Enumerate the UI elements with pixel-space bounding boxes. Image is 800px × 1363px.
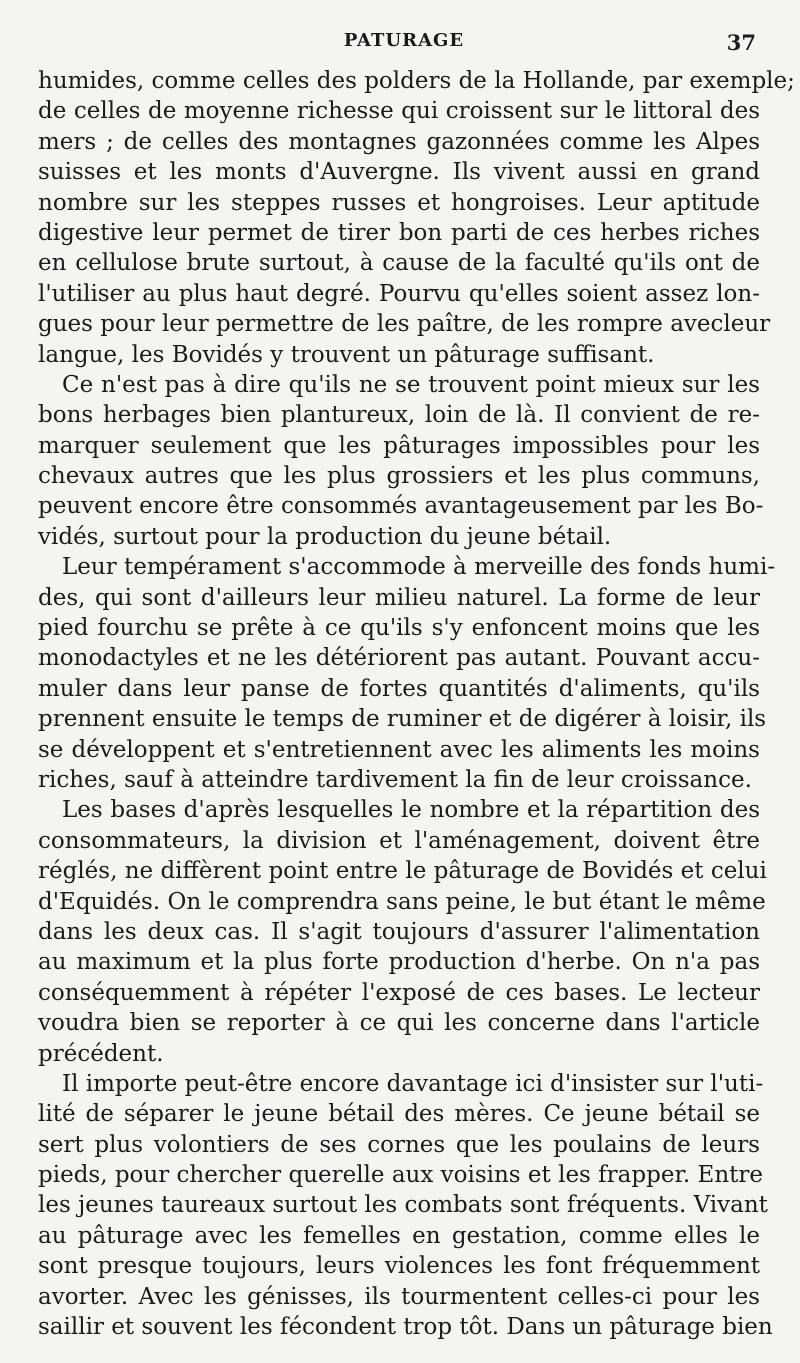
text-line: sert plus volontiers de ses cornes que les poulains de leurs [38, 1131, 760, 1158]
text-line: consommateurs, la division et l'aménagement, doivent être [38, 827, 760, 854]
running-header [38, 30, 770, 58]
text-line: digestive leur permet de tirer bon parti de ces herbes riches [38, 219, 760, 246]
text-line: se développent et s'entretiennent avec les aliments les moins [38, 736, 760, 763]
text-line: muler dans leur panse de fortes quantités d'aliments, qu'ils [38, 675, 760, 702]
text-line: voudra bien se reporter à ce qui les concerne dans l'article [38, 1010, 760, 1037]
text-line: saillir et souvent les fécondent trop tôt. Dans un pâturage bien [38, 1314, 773, 1341]
text-line: riches, sauf à atteindre tardivement la fin de leur croissance. [38, 766, 752, 793]
body-text [38, 66, 795, 1342]
text-line: conséquemment à répéter l'exposé de ces bases. Le lecteur [38, 979, 760, 1006]
text-line: peuvent encore être consommés avantageusement par les Bo- [38, 493, 764, 520]
text-line: nombre sur les steppes russes et hongroises. Leur aptitude [38, 189, 760, 216]
page-number: 37 [726, 30, 756, 55]
text-line: au maximum et la plus forte production d'herbe. On n'a pas [38, 949, 760, 976]
text-line: précédent. [38, 1040, 164, 1067]
text-line: Ce n'est pas à dire qu'ils ne se trouvent point mieux sur les [62, 371, 760, 398]
text-line: Les bases d'après lesquelles le nombre et la répartition des [62, 797, 760, 824]
text-line: réglés, ne diffèrent point entre le pâturage de Bovidés et celui [38, 858, 767, 885]
text-line: prennent ensuite le temps de ruminer et de digérer à loisir, ils [38, 706, 767, 733]
text-line: bons herbages bien plantureux, loin de là. Il convient de re- [38, 402, 760, 429]
text-line: les jeunes taureaux surtout les combats sont fréquents. Vivant [38, 1192, 768, 1219]
text-line: Il importe peut-être encore davantage ici d'insister sur l'uti- [62, 1070, 764, 1097]
text-line: de celles de moyenne richesse qui croissent sur le littoral des [38, 98, 760, 125]
text-line: vidés, surtout pour la production du jeune bétail. [38, 523, 612, 550]
running-title: PATURAGE [343, 30, 465, 51]
text-line: avorter. Avec les génisses, ils tourmentent celles-ci pour les [38, 1283, 760, 1310]
text-line: des, qui sont d'ailleurs leur milieu naturel. La forme de leur [38, 584, 760, 611]
text-line: Leur tempérament s'accommode à merveille des fonds humi- [62, 554, 776, 581]
text-line: mers ; de celles des montagnes gazonnées comme les Alpes [38, 128, 760, 155]
text-line: chevaux autres que les plus grossiers et les plus communs, [38, 463, 760, 490]
text-line: langue, les Bovidés y trouvent un pâturage suffisant. [38, 341, 655, 368]
text-line: marquer seulement que les pâturages impossibles pour les [38, 432, 760, 459]
text-line: suisses et les monts d'Auvergne. Ils vivent aussi en grand [38, 159, 760, 186]
text-line: en cellulose brute surtout, à cause de la faculté qu'ils ont de [38, 250, 760, 277]
text-line: d'Equidés. On le comprendra sans peine, le but étant le même [38, 888, 766, 915]
text-line: au pâturage avec les femelles en gestation, comme elles le [38, 1222, 760, 1249]
text-line: sont presque toujours, leurs violences les font fréquemment [38, 1253, 760, 1280]
text-line: humides, comme celles des polders de la Hollande, par exemple; [38, 68, 795, 94]
text-line: pieds, pour chercher querelle aux voisins et les frapper. Entre [38, 1162, 763, 1189]
text-line: monodactyles et ne les détériorent pas autant. Pouvant accu- [38, 645, 760, 672]
text-line: gues pour leur permettre de les paître, de les rompre avecleur [38, 311, 771, 338]
text-line: l'utiliser au plus haut degré. Pourvu qu'elles soient assez lon- [38, 280, 760, 307]
text-line: lité de séparer le jeune bétail des mères. Ce jeune bétail se [38, 1101, 760, 1128]
text-line: dans les deux cas. Il s'agit toujours d'assurer l'alimentation [38, 918, 760, 945]
text-line: pied fourchu se prête à ce qu'ils s'y enfoncent moins que les [38, 615, 760, 642]
